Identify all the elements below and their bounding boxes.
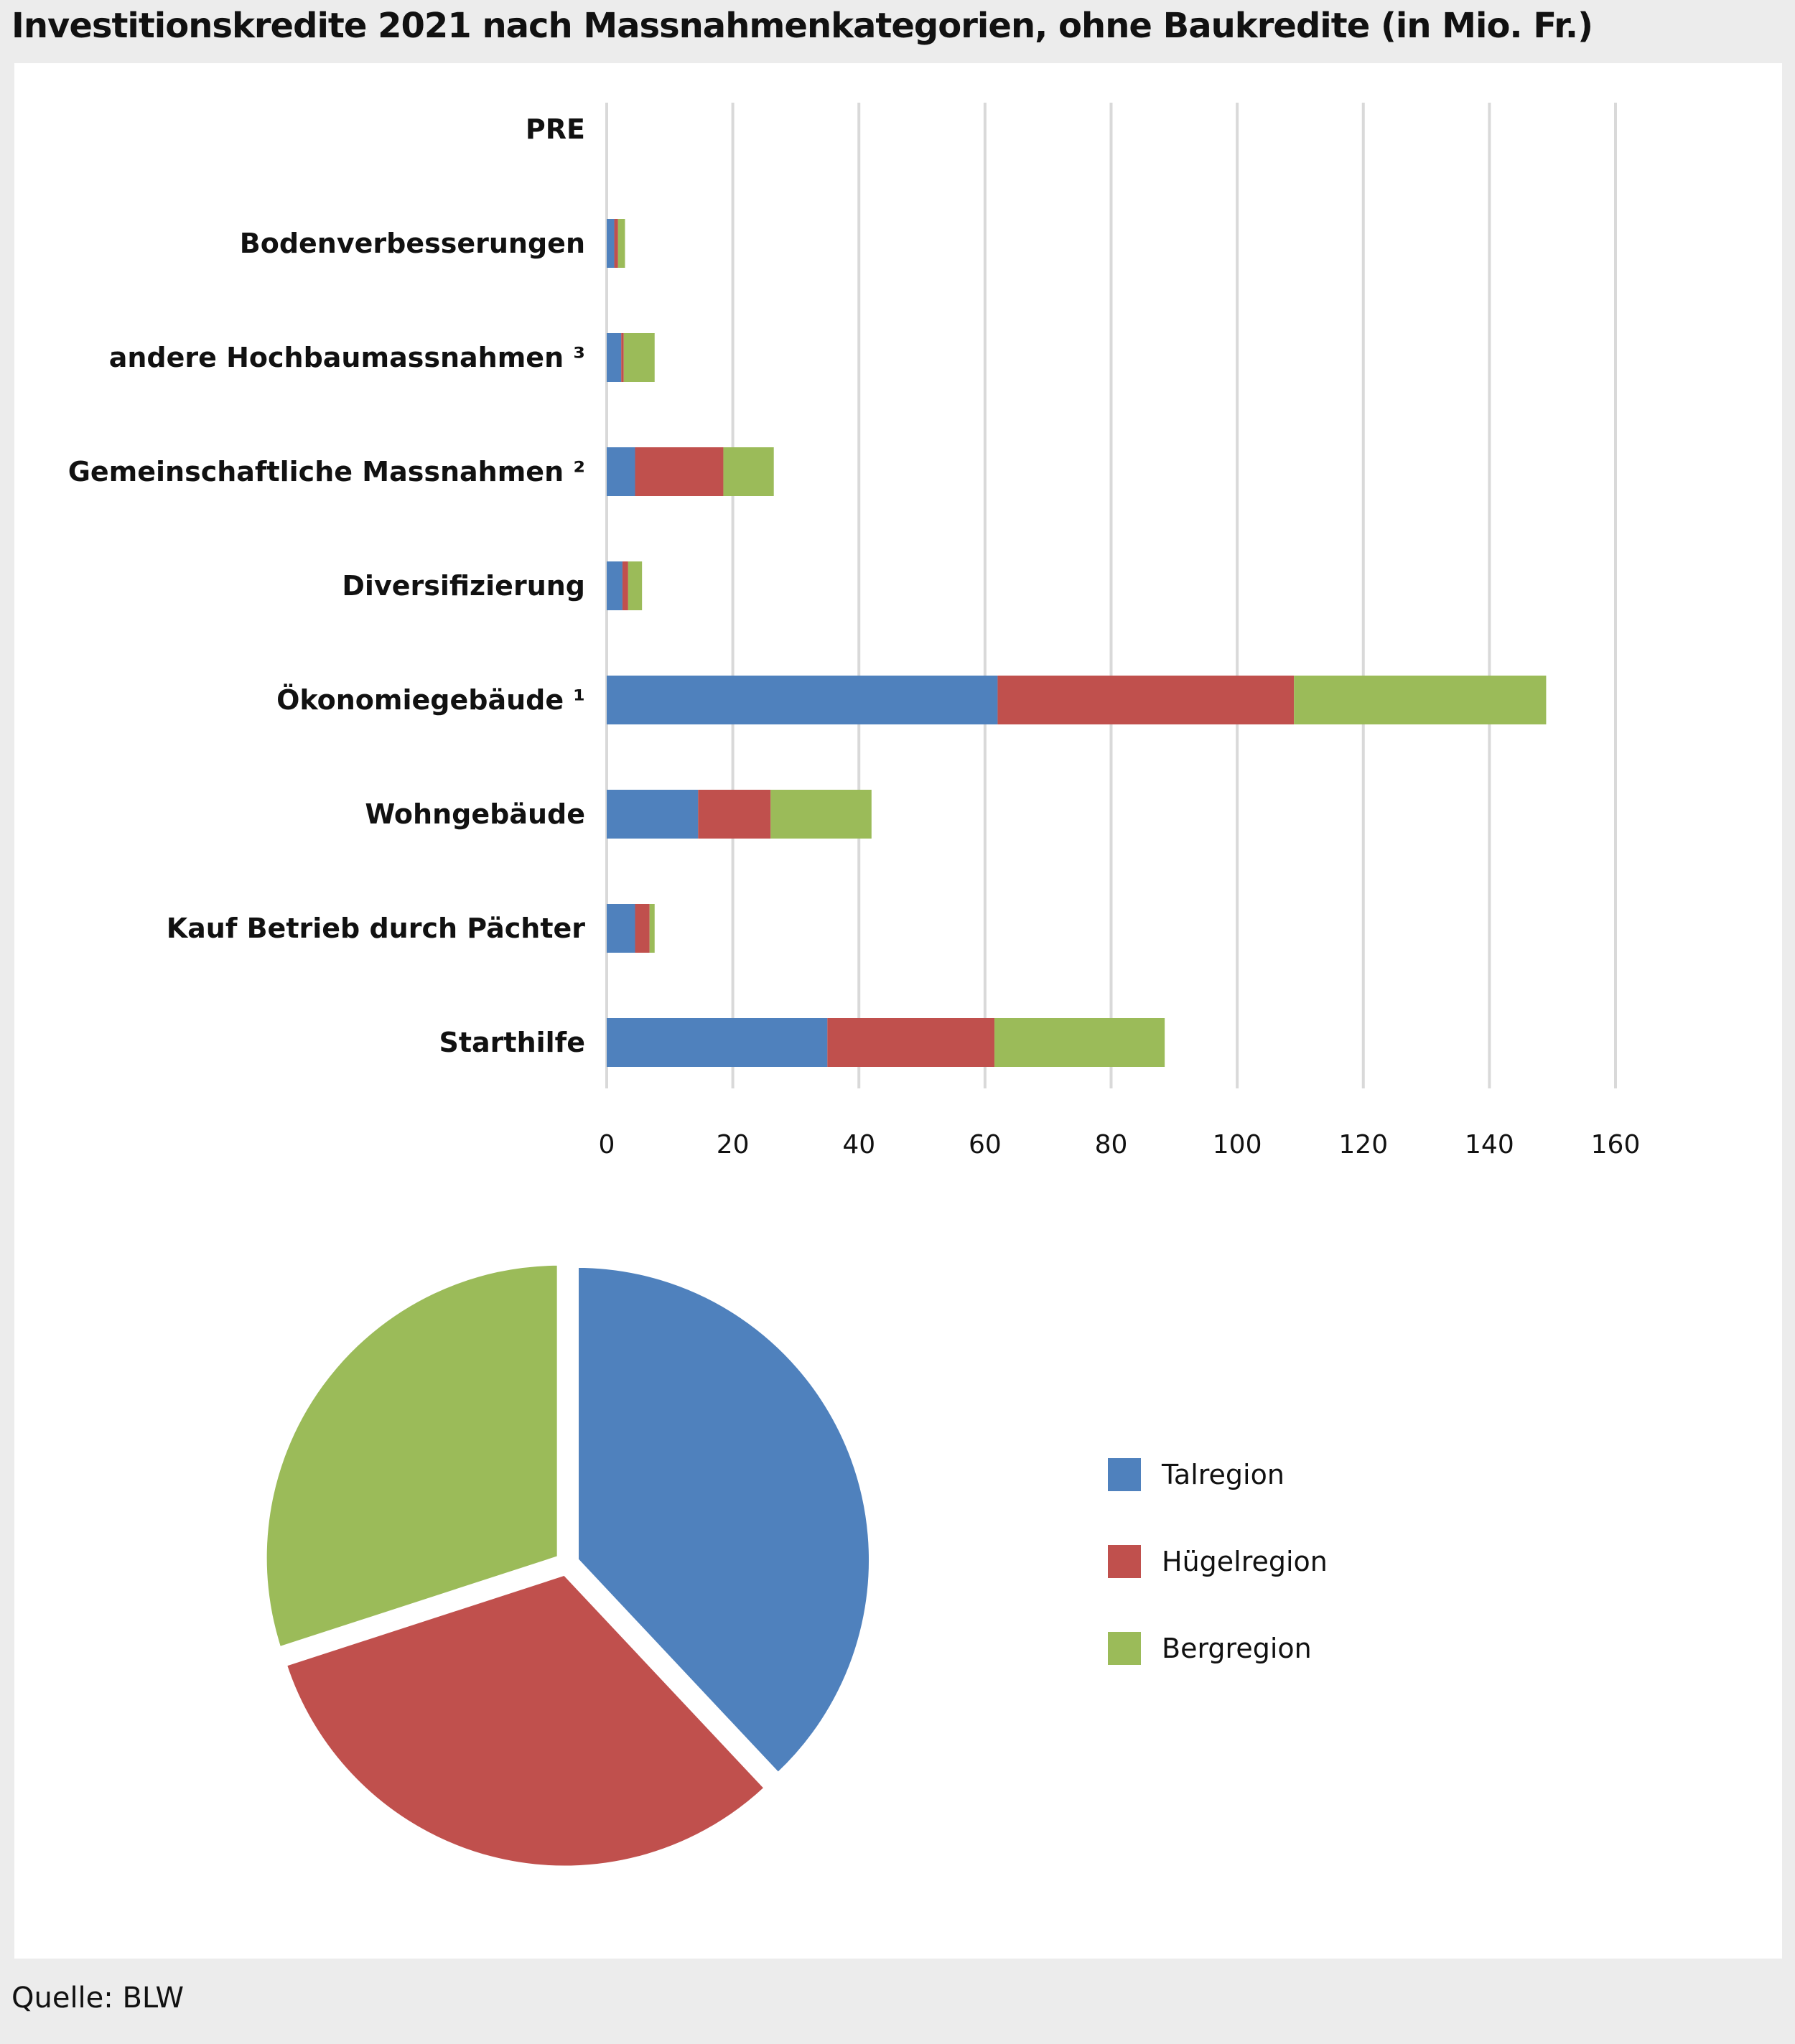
legend-swatch: [1108, 1545, 1141, 1578]
legend-swatch: [1108, 1458, 1141, 1491]
x-axis-ticks: [599, 1130, 1641, 1159]
bar-segment-bergregion: [628, 561, 642, 610]
bar-segment-hügelregion: [621, 333, 624, 382]
x-tick-label: 40: [842, 1130, 876, 1159]
bar-segment-bergregion: [650, 904, 655, 953]
chart-panel: [14, 63, 1782, 1959]
category-label: Diversifizierung: [342, 570, 585, 602]
legend-swatch: [1108, 1632, 1141, 1665]
bar-segment-hügelregion: [635, 447, 724, 496]
grid-lines: [607, 103, 1616, 1088]
x-tick-label: 0: [598, 1130, 615, 1159]
category-label: andere Hochbaumassnahmen ³: [108, 342, 585, 373]
category-labels: [68, 113, 586, 1058]
category-label: Bodenverbesserungen: [239, 228, 585, 259]
chart-canvas: [14, 63, 1782, 1959]
x-tick-label: 20: [716, 1130, 750, 1159]
bar-segment-bergregion: [618, 219, 625, 268]
bar-segment-hügelregion: [635, 904, 650, 953]
legend-label: Bergregion: [1162, 1633, 1312, 1664]
bar-segment-talregion: [607, 447, 635, 496]
bar-segment-bergregion: [994, 1018, 1165, 1067]
pie-chart: [265, 1264, 871, 1868]
category-label: Starthilfe: [439, 1027, 585, 1058]
legend-label: Talregion: [1162, 1459, 1285, 1490]
bar-segment-talregion: [607, 676, 997, 724]
x-tick-label: 160: [1590, 1130, 1641, 1159]
x-tick-label: 140: [1465, 1130, 1514, 1159]
bar-segment-hügelregion: [698, 790, 770, 839]
x-tick-label: 80: [1094, 1130, 1128, 1159]
category-label: PRE: [525, 113, 585, 145]
legend: [1108, 1458, 1328, 1665]
bar-segment-talregion: [607, 1018, 827, 1067]
category-label: Wohngebäude: [365, 798, 585, 830]
category-label: Kauf Betrieb durch Pächter: [166, 913, 585, 944]
bar-segment-talregion: [607, 219, 615, 268]
bar-segment-bergregion: [1294, 676, 1546, 724]
source-note: Quelle: BLW: [11, 1982, 185, 2015]
bar-segment-bergregion: [723, 447, 773, 496]
legend-label: Hügelregion: [1162, 1546, 1328, 1577]
bar-segment-hügelregion: [623, 561, 628, 610]
bar-segment-talregion: [607, 904, 635, 953]
bar-segment-hügelregion: [827, 1018, 994, 1067]
bar-segment-talregion: [607, 790, 698, 839]
category-label: Ökonomiegebäude ¹: [276, 684, 585, 716]
bar-segment-talregion: [607, 333, 621, 382]
x-tick-label: 120: [1338, 1130, 1389, 1159]
x-tick-label: 100: [1212, 1130, 1262, 1159]
bar-segment-hügelregion: [615, 219, 618, 268]
bar-segment-bergregion: [770, 790, 872, 839]
category-label: Gemeinschaftliche Massnahmen ²: [67, 456, 585, 487]
bar-segment-talregion: [607, 561, 623, 610]
x-tick-label: 60: [968, 1130, 1002, 1159]
bar-chart: [607, 219, 1546, 1067]
chart-title: Investitionskredite 2021 nach Massnahmenkategorien, ohne Baukredite (in Mio. Fr.): [11, 6, 1593, 46]
bar-segment-hügelregion: [997, 676, 1294, 724]
bar-segment-bergregion: [624, 333, 655, 382]
